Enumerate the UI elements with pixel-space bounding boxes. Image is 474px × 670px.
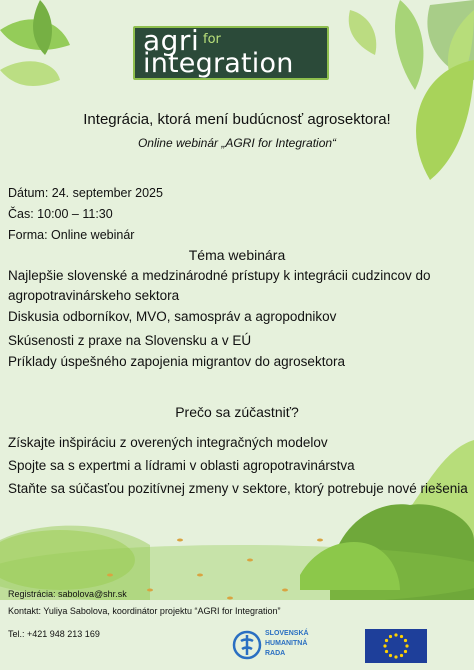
agri-for-integration-logo <box>133 26 329 80</box>
eu-flag-icon <box>365 629 427 663</box>
top-left-leaves-icon <box>0 0 70 86</box>
topics-heading: Téma webinára <box>188 247 286 263</box>
page-title: Integrácia, ktorá mení budúcnosť agrosektora! <box>83 111 391 128</box>
why-item: Získajte inšpiráciu z overených integračných modelov <box>8 435 328 450</box>
event-date: Dátum: 24. september 2025 <box>8 186 163 200</box>
page-subtitle: Online webinár „AGRI for Integration“ <box>137 136 337 150</box>
registration-email: Registrácia: sabolova@shr.sk <box>8 589 127 599</box>
logo-for-text: for <box>203 32 221 47</box>
topic-item: Príklady úspešného zapojenia migrantov do agrosektora <box>8 354 345 369</box>
shr-line2: HUMANITNÁ <box>265 640 308 647</box>
topic-item: Najlepšie slovenské a medzinárodné prístupy k integrácii cudzincov do agropotravinárskeho sektora <box>8 268 431 303</box>
why-heading: Prečo sa zúčastniť? <box>175 404 299 420</box>
logo-integration-text: integration <box>143 48 294 79</box>
slovenska-humanitna-rada-logo <box>232 626 326 664</box>
topic-item: Skúsenosti z praxe na Slovensku a v EÚ <box>8 333 252 348</box>
logo-agri-text: agri <box>143 24 200 57</box>
shr-line3: RADA <box>265 650 286 657</box>
why-item: Spojte sa s expertmi a lídrami v oblasti agropotravinárstva <box>8 458 355 473</box>
shr-line1: SLOVENSKÁ <box>265 630 309 637</box>
event-form: Forma: Online webinár <box>8 228 135 242</box>
event-time: Čas: 10:00 – 11:30 <box>8 207 113 221</box>
contact-person: Kontakt: Yuliya Sabolova, koordinátor projektu “AGRI for Integration” <box>8 606 281 616</box>
topic-item: Diskusia odborníkov, MVO, samospráv a agropodnikov <box>8 309 337 324</box>
contact-phone: Tel.: +421 948 213 169 <box>8 629 100 639</box>
why-item: Staňte sa súčasťou pozitívnej zmeny v sektore, ktorý potrebuje nové riešenia <box>8 481 468 496</box>
shr-emblem-icon <box>232 627 262 663</box>
